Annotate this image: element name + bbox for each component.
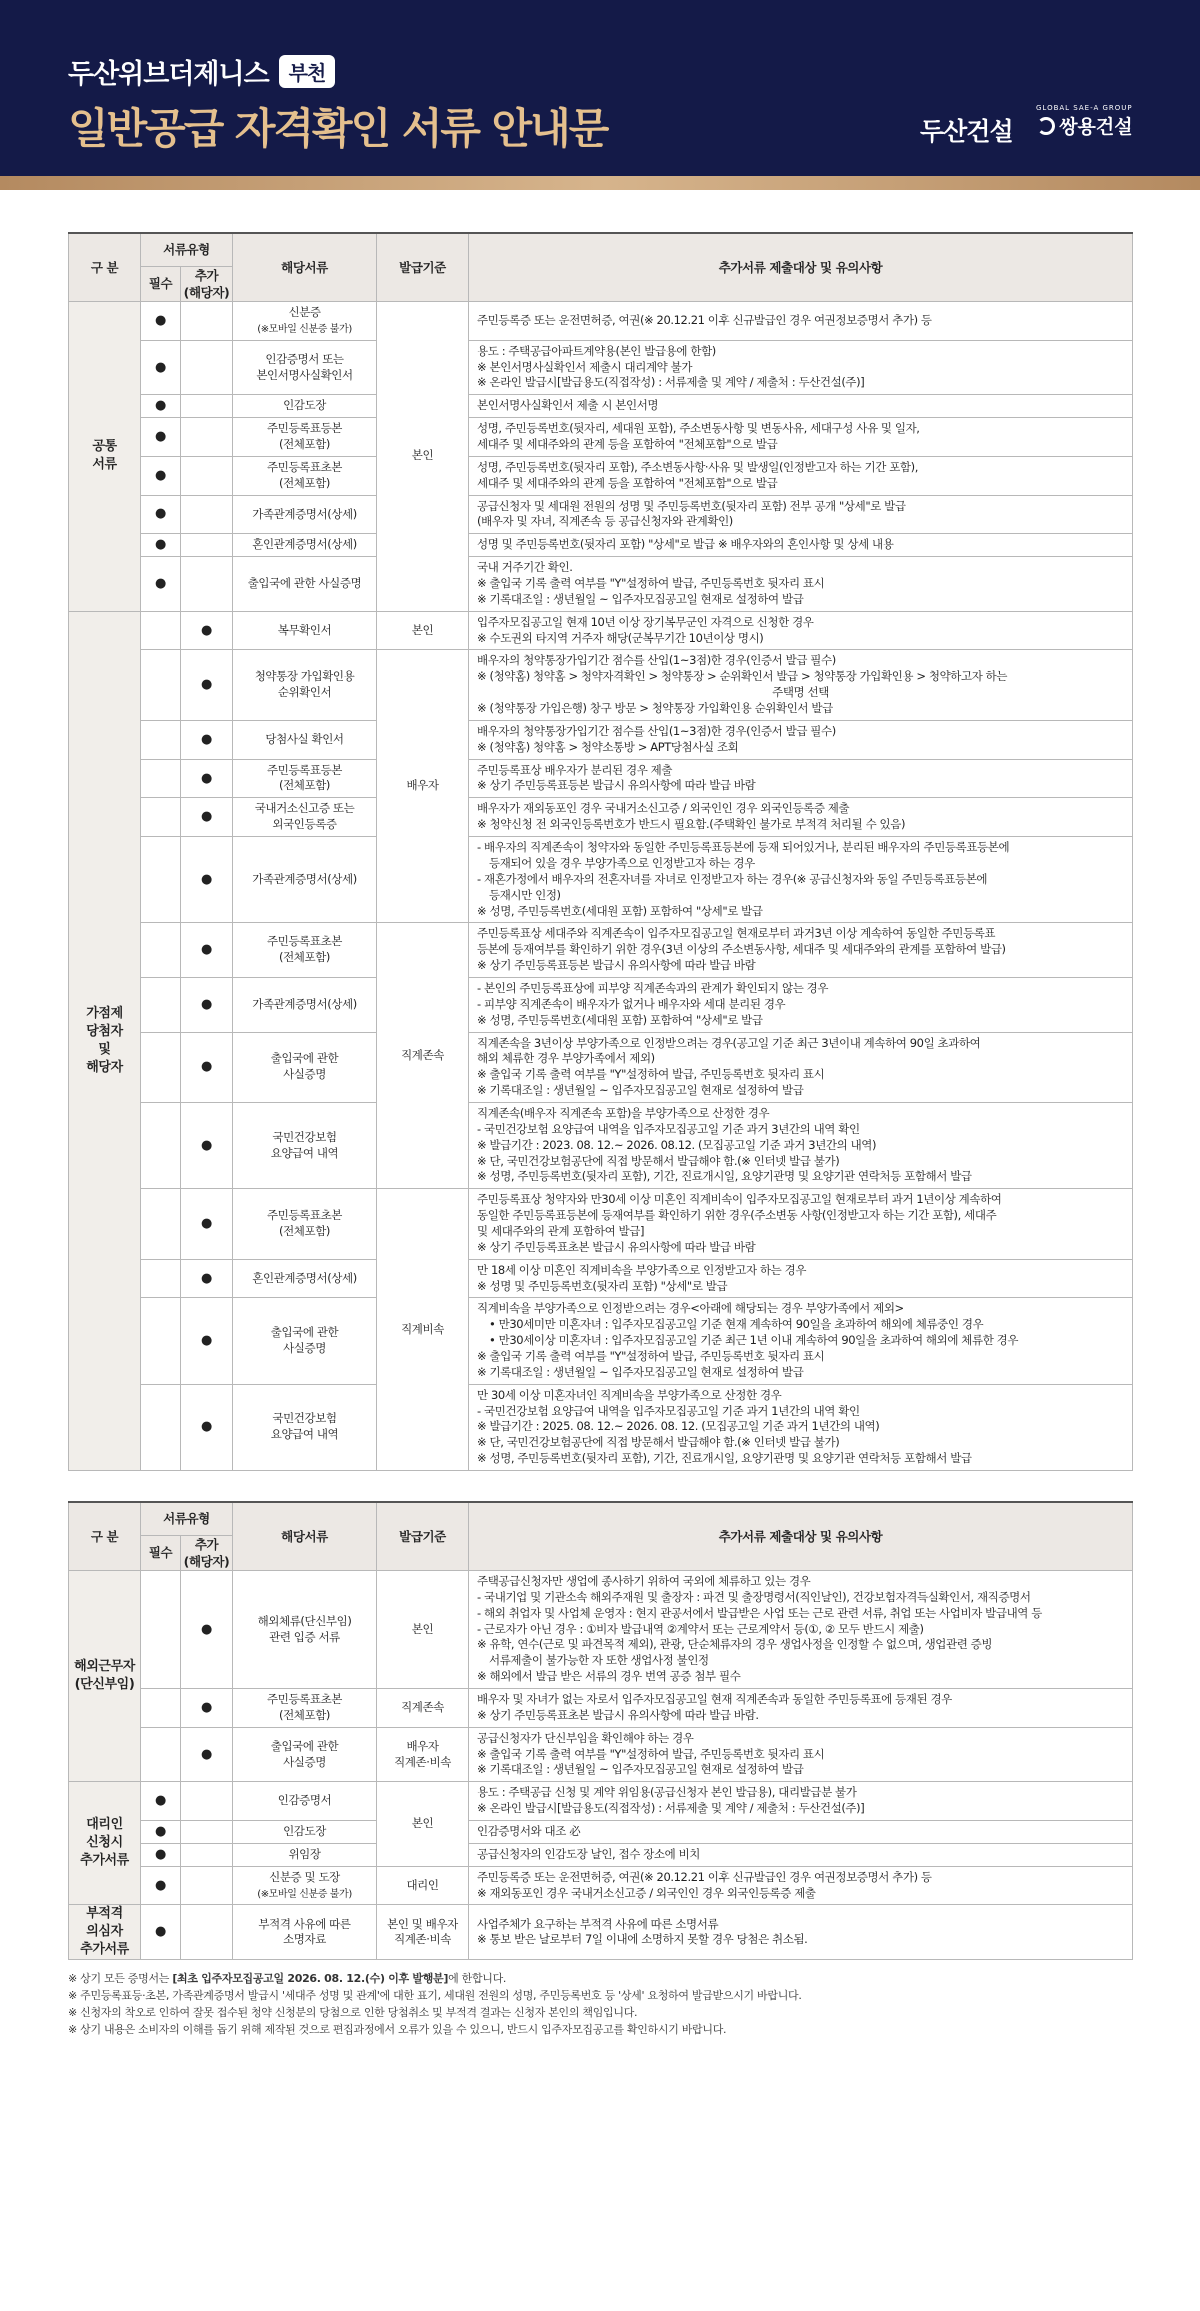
remark [469, 1384, 1133, 1470]
table-row [69, 1384, 1133, 1470]
issuer-spouse-lineal: 배우자 직계존·비속 [377, 1727, 469, 1782]
table-row [69, 977, 1133, 1032]
col-doc-type: 서류유형 [141, 233, 233, 266]
footnote-4: ※ 상기 내용은 소비자의 이해를 돕기 위해 제작된 것으로 편집과정에서 오류가 있을 수 있으니, 반드시 입주자모집공고를 확인하시기 바랍니다. [68, 2023, 727, 2037]
remark-line: ※ 상기 주민등록표초본 발급시 유의사항에 따라 발급 바람 [477, 1239, 756, 1254]
remark-line: (배우자 및 자녀, 직계존속 등 공급신청자와 관계확인) [477, 514, 733, 529]
remark-line: ※ 성명, 주민등록번호(뒷자리 포함), 기간, 진료개시일, 요양기관명 및 요양기관 연락처등 포함해서 발급 [477, 1169, 972, 1184]
remark [469, 611, 1133, 650]
remark-line: - 재혼가정에서 배우자의 전혼자녀를 자녀로 인정받고자 하는 경우(※ 공급신청자와 동일 주민등록표등본에 [477, 871, 988, 886]
remark-line: 주택명 선택 [772, 685, 829, 700]
col-remark: 추가서류 제출대상 및 유의사항 [469, 1502, 1133, 1571]
issuer-self: 본인 [377, 1571, 469, 1689]
group-proxy: 대리인 신청시 추가서류 [69, 1782, 141, 1905]
doc-name: 국민건강보험 요양급여 내역 [233, 1102, 377, 1188]
remark-line: ※ 온라인 발급시[발급용도(직접작성) : 서류제출 및 계약 / 제출처 : 두산건설(주)] [477, 375, 865, 390]
group-dependents: 가점제 당첨자 및 해당자 [69, 611, 141, 1470]
remark-line: - 배우자의 직계존속이 청약자와 동일한 주민등록표등본에 등재 되어있거나, 분리된 배우자의 주민등록표등본에 [477, 840, 1010, 855]
doc-name-text: 신분증 및 도장 [269, 1869, 340, 1884]
remark-line: 동일한 주민등록표등본에 등재여부를 확인하기 위한 경우(주소변동 사항(인정받고자 하는 기간 포함), 세대주 [477, 1208, 997, 1223]
remark [469, 1727, 1133, 1782]
remark-line: - 국민건강보험 요양급여 내역을 입주자모집공고일 기준 과거 1년간의 내역 확인 [477, 1403, 860, 1418]
remark-line: 배우자의 청약통장가입기간 점수를 산입(1~3점)한 경우(인증서 발급 필수) [477, 653, 836, 668]
col-issuer: 발급기준 [377, 1502, 469, 1571]
table-row [69, 1843, 1133, 1866]
required-mark: ● [141, 1843, 181, 1866]
additional-mark: ● [181, 977, 233, 1032]
issuer-spouse: 배우자 [377, 650, 469, 923]
remark [469, 418, 1133, 457]
remark-line: ※ 성명 및 주민등록번호(뒷자리 포함) "상세"로 발급 [477, 1278, 728, 1293]
project-name [68, 52, 335, 91]
remark [469, 1259, 1133, 1298]
doc-name: 위임장 [233, 1843, 377, 1866]
remark-line: 인감증명서와 대조 必 [477, 1824, 581, 1839]
required-mark: ● [141, 1866, 181, 1905]
doc-name: 가족관계증명서(상세) [233, 837, 377, 923]
ssangyong-logo [1036, 104, 1133, 139]
group-overseas: 해외근무자 (단신부임) [69, 1571, 141, 1782]
remark-line: ※ 출입국 기록 출력 여부를 "Y"설정하여 발급, 주민등록번호 뒷자리 표시 [477, 576, 825, 591]
col-doc-type: 서류유형 [141, 1502, 233, 1535]
table-row [69, 456, 1133, 495]
col-category: 구 분 [69, 233, 141, 302]
group-common: 공통 서류 [69, 302, 141, 612]
additional-mark: ● [181, 611, 233, 650]
remark-line: 직계존속을 3년이상 부양가족으로 인정받으려는 경우(공고일 기준 최근 3년이내 계속하여 90일 초과하여 [477, 1035, 981, 1050]
remark-line: 입주자모집공고일 현재 10년 이상 장기복무군인 자격으로 신청한 경우 [477, 614, 814, 629]
remark [469, 798, 1133, 837]
remark [469, 977, 1133, 1032]
remark-line: ※ 유학, 연수(근로 및 파견목적 제외), 관광, 단순체류자의 경우 생업사정을 인정할 수 없으며, 생업관련 증빙 [477, 1637, 993, 1652]
doc-name: 가족관계증명서(상세) [233, 977, 377, 1032]
doc-name: 가족관계증명서(상세) [233, 495, 377, 534]
required-mark: ● [141, 302, 181, 341]
additional-mark: ● [181, 1384, 233, 1470]
doc-name: 주민등록표초본 (전체포함) [233, 456, 377, 495]
doc-name: 주민등록표초본 (전체포함) [233, 1689, 377, 1728]
table-row [69, 340, 1133, 395]
table-row [69, 1259, 1133, 1298]
table-row [69, 1102, 1133, 1188]
remark-line: - 해외 취업자 및 사업체 운영자 : 현지 관공서에서 발급받은 사업 또는 근로 관련 서류, 취업 또는 사업비자 발급내역 등 [477, 1605, 1042, 1620]
footnote-1-bold: [최초 입주자모집공고일 2026. 08. 12.(수) 이후 발행분] [172, 1972, 449, 1986]
page-header [0, 0, 1200, 190]
table-row [69, 1821, 1133, 1844]
doc-note: (※모바일 신분증 불가) [257, 323, 352, 335]
additional-mark: ● [181, 1102, 233, 1188]
doc-name: 복무확인서 [233, 611, 377, 650]
col-category: 구 분 [69, 1502, 141, 1571]
doc-note: (※모바일 신분증 불가) [257, 1888, 352, 1900]
remark-line: ※ 발급기간 : 2025. 08. 12.~ 2026. 08. 12. (모집공고일 기준 과거 1년간의 내역) [477, 1419, 880, 1434]
remark-line: 사업주체가 요구하는 부적격 사유에 따른 소명서류 [477, 1916, 719, 1931]
required-mark: ● [141, 1905, 181, 1960]
additional-mark: ● [181, 837, 233, 923]
doc-name: 부적격 사유에 따른 소명자료 [233, 1905, 377, 1960]
remark [469, 650, 1133, 720]
table-row [69, 650, 1133, 720]
additional-mark: ● [181, 759, 233, 798]
doc-name: 주민등록표등본 (전체포함) [233, 418, 377, 457]
remark-line: 배우자의 청약통장가입기간 점수를 산입(1~3점)한 경우(인증서 발급 필수) [477, 723, 836, 738]
issuer-proxy: 대리인 [377, 1866, 469, 1905]
remark-line: 배우자 및 자녀가 없는 자로서 입주자모집공고일 현재 직계존속과 동일한 주민등록표에 등재된 경우 [477, 1692, 952, 1707]
doc-name: 출입국에 관한 사실증명 [233, 557, 377, 612]
table-row [69, 1727, 1133, 1782]
table-row [69, 837, 1133, 923]
doc-name: 혼인관계증명서(상세) [233, 534, 377, 557]
remark-line: ※ 성명, 주민등록번호(세대원 포함) 포함하여 "상세"로 발급 [477, 903, 763, 918]
remark-line: 국내 거주기간 확인. [477, 560, 573, 575]
ssangyong-mark-icon [1037, 117, 1055, 135]
remark-line: ※ 통보 받은 날로부터 7일 이내에 소명하지 못할 경우 당첨은 취소됨. [477, 1932, 808, 1947]
remark-line: ※ 성명, 주민등록번호(뒷자리 포함), 기간, 진료개시일, 요양기관명 및 요양기관 연락처등 포함해서 발급 [477, 1451, 972, 1466]
remark-line: 주민등록증 또는 운전면허증, 여권(※ 20.12.21 이후 신규발급인 경우 여권정보증명서 추가) 등 [477, 1869, 932, 1884]
table-row [69, 611, 1133, 650]
issuer-self: 본인 [377, 611, 469, 650]
remark-line: 성명, 주민등록번호(뒷자리 포함), 주소변동사항·사유 및 발생일(인정받고자 하는 기간 포함), [477, 459, 918, 474]
remark [469, 1032, 1133, 1102]
footnote-3: ※ 신청자의 착오로 인하여 잘못 접수된 청약 신청분의 당첨으로 인한 당첨취소 및 부적격 결과는 신청자 본인의 책임입니다. [68, 2006, 638, 2020]
remark-line: 및 세대주와의 관계 포함하여 발급] [477, 1223, 645, 1238]
remark-line: ※ 기록대조일 : 생년월일 ~ 입주자모집공고일 현재로 설정하여 발급 [477, 1762, 804, 1777]
document-table-1 [68, 232, 1133, 1471]
required-mark: ● [141, 418, 181, 457]
remark-line: ※ 단, 국민건강보험공단에 직접 방문해서 발급해야 함.(※ 인터넷 발급 불가) [477, 1153, 840, 1168]
remark-line: 해외 체류한 경우 부양가족에서 제외) [477, 1051, 655, 1066]
remark [469, 456, 1133, 495]
doc-name-text: 신분증 [288, 305, 321, 319]
remark-line: ※ 온라인 발급시[발급용도(직접작성) : 서류제출 및 계약 / 제출처 : 두산건설(주)] [477, 1801, 865, 1816]
issuer-lineal-asc: 직계존속 [377, 923, 469, 1189]
remark-line: ※ 출입국 기록 출력 여부를 "Y"설정하여 발급, 주민등록번호 뒷자리 표시 [477, 1348, 825, 1363]
required-mark: ● [141, 534, 181, 557]
remark [469, 395, 1133, 418]
remark [469, 1298, 1133, 1384]
ssangyong-group-text: GLOBAL SAE-A GROUP [1036, 104, 1133, 112]
remark [469, 1821, 1133, 1844]
page-title: 일반공급 자격확인 서류 안내문 [68, 104, 608, 153]
additional-mark: ● [181, 798, 233, 837]
table-row [69, 798, 1133, 837]
additional-mark: ● [181, 720, 233, 759]
additional-mark: ● [181, 923, 233, 978]
remark [469, 340, 1133, 395]
required-mark: ● [141, 1782, 181, 1821]
remark [469, 1782, 1133, 1821]
doc-name: 주민등록표등본 (전체포함) [233, 759, 377, 798]
remark-line: 공급신청자가 단신부임을 확인해야 하는 경우 [477, 1730, 694, 1745]
remark-line: ※ 상기 주민등록표초본 발급시 유의사항에 따라 발급 바람. [477, 1707, 759, 1722]
remark-line: ※ 단, 국민건강보험공단에 직접 방문해서 발급해야 함.(※ 인터넷 발급 불가) [477, 1435, 840, 1450]
col-issuer: 발급기준 [377, 233, 469, 302]
remark [469, 1905, 1133, 1960]
remark [469, 759, 1133, 798]
remark-line: ※ 출입국 기록 출력 여부를 "Y"설정하여 발급, 주민등록번호 뒷자리 표시 [477, 1746, 825, 1761]
remark [469, 1189, 1133, 1259]
document-table-2 [68, 1501, 1133, 1960]
remark-line: ※ 기록대조일 : 생년월일 ~ 입주자모집공고일 현재로 설정하여 발급 [477, 591, 804, 606]
additional-mark: ● [181, 1727, 233, 1782]
remark-line: - 국내기업 및 기관소속 해외주재원 및 출장자 : 파견 및 출장명령서(직인날인), 건강보험자격득실확인서, 재직증명서 [477, 1589, 1031, 1604]
remark-line: ※ 발급기간 : 2023. 08. 12.~ 2026. 08.12. (모집공고일 기준 과거 3년간의 내역) [477, 1137, 877, 1152]
doc-name: 혼인관계증명서(상세) [233, 1259, 377, 1298]
remark-line: 성명, 주민등록번호(뒷자리, 세대원 포함), 주소변동사항 및 변동사유, 세대구성 사유 및 일자, [477, 421, 920, 436]
table-row [69, 923, 1133, 978]
remark [469, 1843, 1133, 1866]
remark-line: • 만30세이상 미혼자녀 : 입주자모집공고일 기준 최근 1년 이내 계속하여 90일을 초과하여 해외에 체류한 경우 [489, 1333, 1019, 1348]
doosan-logo: 두산건설 [920, 117, 1013, 146]
col-document: 해당서류 [233, 1502, 377, 1571]
col-additional: 추가 (해당자) [181, 266, 233, 302]
doc-name: 출입국에 관한 사실증명 [233, 1298, 377, 1384]
table-row [69, 1689, 1133, 1728]
table-row [69, 1782, 1133, 1821]
remark-line: ※ (청약통장 가입은행) 창구 방문 > 청약통장 가입확인용 순위확인서 발급 [477, 701, 833, 716]
issuer-self: 본인 [377, 302, 469, 612]
remark-line: ※ (청약홈) 청약홈 > 청약자격확인 > 청약통장 > 순위확인서 발급 > 청약통장 가입확인용 > 청약하고자 하는 [477, 669, 1008, 684]
remark-line: 주민등록표상 배우자가 분리된 경우 제출 [477, 762, 673, 777]
remark-line: 등본에 등재여부를 확인하기 위한 경우(3년 이상의 주소변동사항, 세대주 및 세대주와의 관계를 포함하여 발급) [477, 942, 1006, 957]
col-required: 필수 [141, 1535, 181, 1571]
remark-line: ※ 성명, 주민등록번호(세대원 포함) 포함하여 "상세"로 발급 [477, 1012, 763, 1027]
doc-name [233, 302, 377, 341]
col-additional: 추가 (해당자) [181, 1535, 233, 1571]
footnotes [68, 1960, 1132, 2078]
remark-line: ※ 청약신청 전 외국인등록번호가 반드시 필요함.(주택확인 불가로 부적격 처리될 수 있음) [477, 817, 906, 832]
remark [469, 837, 1133, 923]
table-row [69, 759, 1133, 798]
remark [469, 302, 1133, 341]
remark-line: • 만30세미만 미혼자녀 : 입주자모집공고일 기준 현재 계속하여 90일을 초과하여 해외에 체류중인 경우 [489, 1317, 984, 1332]
group-ineligible: 부적격 의심자 추가서류 [69, 1905, 141, 1960]
remark-line: ※ 재외동포인 경우 국내거소신고증 / 외국인인 경우 외국인등록증 제출 [477, 1885, 816, 1900]
remark [469, 1689, 1133, 1728]
remark-line: 주민등록증 또는 운전면허증, 여권(※ 20.12.21 이후 신규발급인 경우 여권정보증명서 추가) 등 [477, 312, 932, 327]
table-row [69, 418, 1133, 457]
additional-mark: ● [181, 650, 233, 720]
remark-line: - 국민건강보험 요양급여 내역을 입주자모집공고일 기준 과거 3년간의 내역 확인 [477, 1121, 860, 1136]
remark-line: ※ 출입국 기록 출력 여부를 "Y"설정하여 발급, 주민등록번호 뒷자리 표시 [477, 1067, 825, 1082]
issuer-lineal-asc: 직계존속 [377, 1689, 469, 1728]
footnote-2: ※ 주민등록표등·초본, 가족관계증명서 발급시 '세대주 성명 및 관계'에 대한 표기, 세대원 전원의 성명, 주민등록번호 등 '상세' 요청하여 발급받으시기 바랍니다. [68, 1989, 802, 2003]
doc-name: 청약통장 가입확인용 순위확인서 [233, 650, 377, 720]
table-row [69, 495, 1133, 534]
table-row [69, 557, 1133, 612]
remark [469, 1102, 1133, 1188]
remark-line: 공급신청자 및 세대원 전원의 성명 및 주민등록번호(뒷자리 포함) 전부 공개 "상세"로 발급 [477, 498, 906, 513]
table-row [69, 720, 1133, 759]
table-row [69, 1189, 1133, 1259]
doc-name: 당첨사실 확인서 [233, 720, 377, 759]
doc-name: 주민등록표초본 (전체포함) [233, 1189, 377, 1259]
remark-line: 만 30세 이상 미혼자녀인 직계비속을 부양가족으로 산정한 경우 [477, 1387, 782, 1402]
remark-line: 주민등록표상 세대주와 직계존속이 입주자모집공고일 현재로부터 과거3년 이상 계속하여 동일한 주민등록표 [477, 926, 996, 941]
header-accent-bar [0, 176, 1200, 190]
remark-line: - 근로자가 아닌 경우 : ①비자 발급내역 ②계약서 또는 근로계약서 등(①, ② 모두 반드시 제출) [477, 1621, 924, 1636]
doc-name: 인감도장 [233, 1821, 377, 1844]
doc-name: 인감증명서 [233, 1782, 377, 1821]
table-row [69, 1298, 1133, 1384]
doc-name [233, 1866, 377, 1905]
remark-line: 직계존속(배우자 직계존속 포함)을 부양가족으로 산정한 경우 [477, 1105, 770, 1120]
doc-name: 주민등록표초본 (전체포함) [233, 923, 377, 978]
remark-line: 본인서명사실확인서 제출 시 본인서명 [477, 398, 659, 413]
remark-line: 주민등록표상 청약자와 만30세 이상 미혼인 직계비속이 입주자모집공고일 현재로부터 과거 1년이상 계속하여 [477, 1192, 1002, 1207]
remark-line: 세대주 및 세대주와의 관계 등을 포함하여 "전체포함"으로 발급 [477, 475, 778, 490]
table-row [69, 395, 1133, 418]
remark-line: 세대주 및 세대주와의 관계 등을 포함하여 "전체포함"으로 발급 [477, 437, 778, 452]
additional-mark: ● [181, 1571, 233, 1689]
remark-line: ※ 상기 주민등록표등본 발급시 유의사항에 따라 발급 바람 [477, 958, 756, 973]
remark [469, 1571, 1133, 1689]
remark-line: 직계비속을 부양가족으로 인정받으려는 경우<아래에 해당되는 경우 부양가족에서 제외> [477, 1301, 904, 1316]
remark [469, 1866, 1133, 1905]
project-name-text: 두산위브더제니스 [68, 59, 269, 90]
remark [469, 923, 1133, 978]
footnote-1 [68, 1970, 1132, 1987]
doc-name: 출입국에 관한 사실증명 [233, 1727, 377, 1782]
doc-name: 국민건강보험 요양급여 내역 [233, 1384, 377, 1470]
additional-mark: ● [181, 1689, 233, 1728]
ssangyong-name: 쌍용건설 [1059, 116, 1133, 138]
doc-name: 출입국에 관한 사실증명 [233, 1032, 377, 1102]
issuer-self: 본인 [377, 1782, 469, 1866]
required-mark: ● [141, 456, 181, 495]
required-mark: ● [141, 1821, 181, 1844]
remark-line: - 본인의 주민등록표상에 피부양 직계존속과의 관계가 확인되지 않는 경우 [477, 980, 829, 995]
remark-line: 공급신청자의 인감도장 날인, 접수 장소에 비치 [477, 1846, 701, 1861]
remark-line: ※ (청약홈) 청약홈 > 청약소통방 > APT당첨사실 조회 [477, 739, 739, 754]
remark-line: ※ 해외에서 발급 받은 서류의 경우 번역 공증 첨부 필수 [477, 1669, 741, 1684]
remark-line: ※ 상기 주민등록표등본 발급시 유의사항에 따라 발급 바람 [477, 778, 756, 793]
additional-mark: ● [181, 1032, 233, 1102]
table-row [69, 1032, 1133, 1102]
remark-line: 등재시만 인정) [489, 887, 561, 902]
remark-line: 배우자가 재외동포인 경우 국내거소신고증 / 외국인인 경우 외국인등록증 제출 [477, 801, 850, 816]
remark-line: 주택공급신청자만 생업에 종사하기 위하여 국외에 체류하고 있는 경우 [477, 1574, 811, 1588]
table-row [69, 534, 1133, 557]
remark-line: ※ 수도권외 타지역 거주자 해당(군복무기간 10년이상 명시) [477, 630, 764, 645]
remark-line: ※ 본인서명사실확인서 제출시 대리계약 불가 [477, 359, 693, 374]
remark-line: - 피부양 직계존속이 배우자가 없거나 배우자와 세대 분리된 경우 [477, 996, 786, 1011]
remark [469, 495, 1133, 534]
table-row [69, 1905, 1133, 1960]
remark [469, 534, 1133, 557]
remark [469, 720, 1133, 759]
additional-mark: ● [181, 1298, 233, 1384]
col-remark: 추가서류 제출대상 및 유의사항 [469, 233, 1133, 302]
remark-line: 성명 및 주민등록번호(뒷자리 포함) "상세"로 발급 ※ 배우자와의 혼인사항 및 상세 내용 [477, 537, 894, 552]
issuer-lineal-desc: 직계비속 [377, 1189, 469, 1471]
required-mark: ● [141, 495, 181, 534]
additional-mark: ● [181, 1189, 233, 1259]
table-row [69, 1866, 1133, 1905]
remark-line: 등재되어 있을 경우 부양가족으로 인정받고자 하는 경우 [489, 855, 755, 870]
footnote-1-post: 에 한합니다. [448, 1972, 507, 1986]
table-row [69, 1571, 1133, 1689]
required-mark: ● [141, 557, 181, 612]
remark-line: ※ 기록대조일 : 생년월일 ~ 입주자모집공고일 현재로 설정하여 발급 [477, 1364, 804, 1379]
required-mark: ● [141, 340, 181, 395]
remark-line: 용도 : 주택공급 신청 및 계약 위임용(공급신청자 본인 발급용), 대리발급분 불가 [477, 1785, 857, 1800]
remark-line: 용도 : 주택공급아파트계약용(본인 발급용에 한함) [477, 343, 716, 358]
remark-line: 만 18세 이상 미혼인 직계비속을 부양가족으로 인정받고자 하는 경우 [477, 1262, 807, 1277]
table-row [69, 302, 1133, 341]
remark-line: 서류제출이 불가능한 자 또한 생업사정 불인정 [489, 1653, 709, 1668]
required-mark: ● [141, 395, 181, 418]
footnote-1-pre: ※ 상기 모든 증명서는 [68, 1972, 173, 1986]
col-document: 해당서류 [233, 233, 377, 302]
doc-name: 해외체류(단신부임) 관련 입증 서류 [233, 1571, 377, 1689]
doc-name: 인감도장 [233, 395, 377, 418]
col-required: 필수 [141, 266, 181, 302]
doc-name: 인감증명서 또는 본인서명사실확인서 [233, 340, 377, 395]
issuer-self-spouse-lineal: 본인 및 배우자 직계존·비속 [377, 1905, 469, 1960]
remark [469, 557, 1133, 612]
region-badge: 부천 [279, 55, 336, 88]
additional-mark: ● [181, 1259, 233, 1298]
remark-line: ※ 기록대조일 : 생년월일 ~ 입주자모집공고일 현재로 설정하여 발급 [477, 1083, 804, 1098]
doc-name: 국내거소신고증 또는 외국인등록증 [233, 798, 377, 837]
